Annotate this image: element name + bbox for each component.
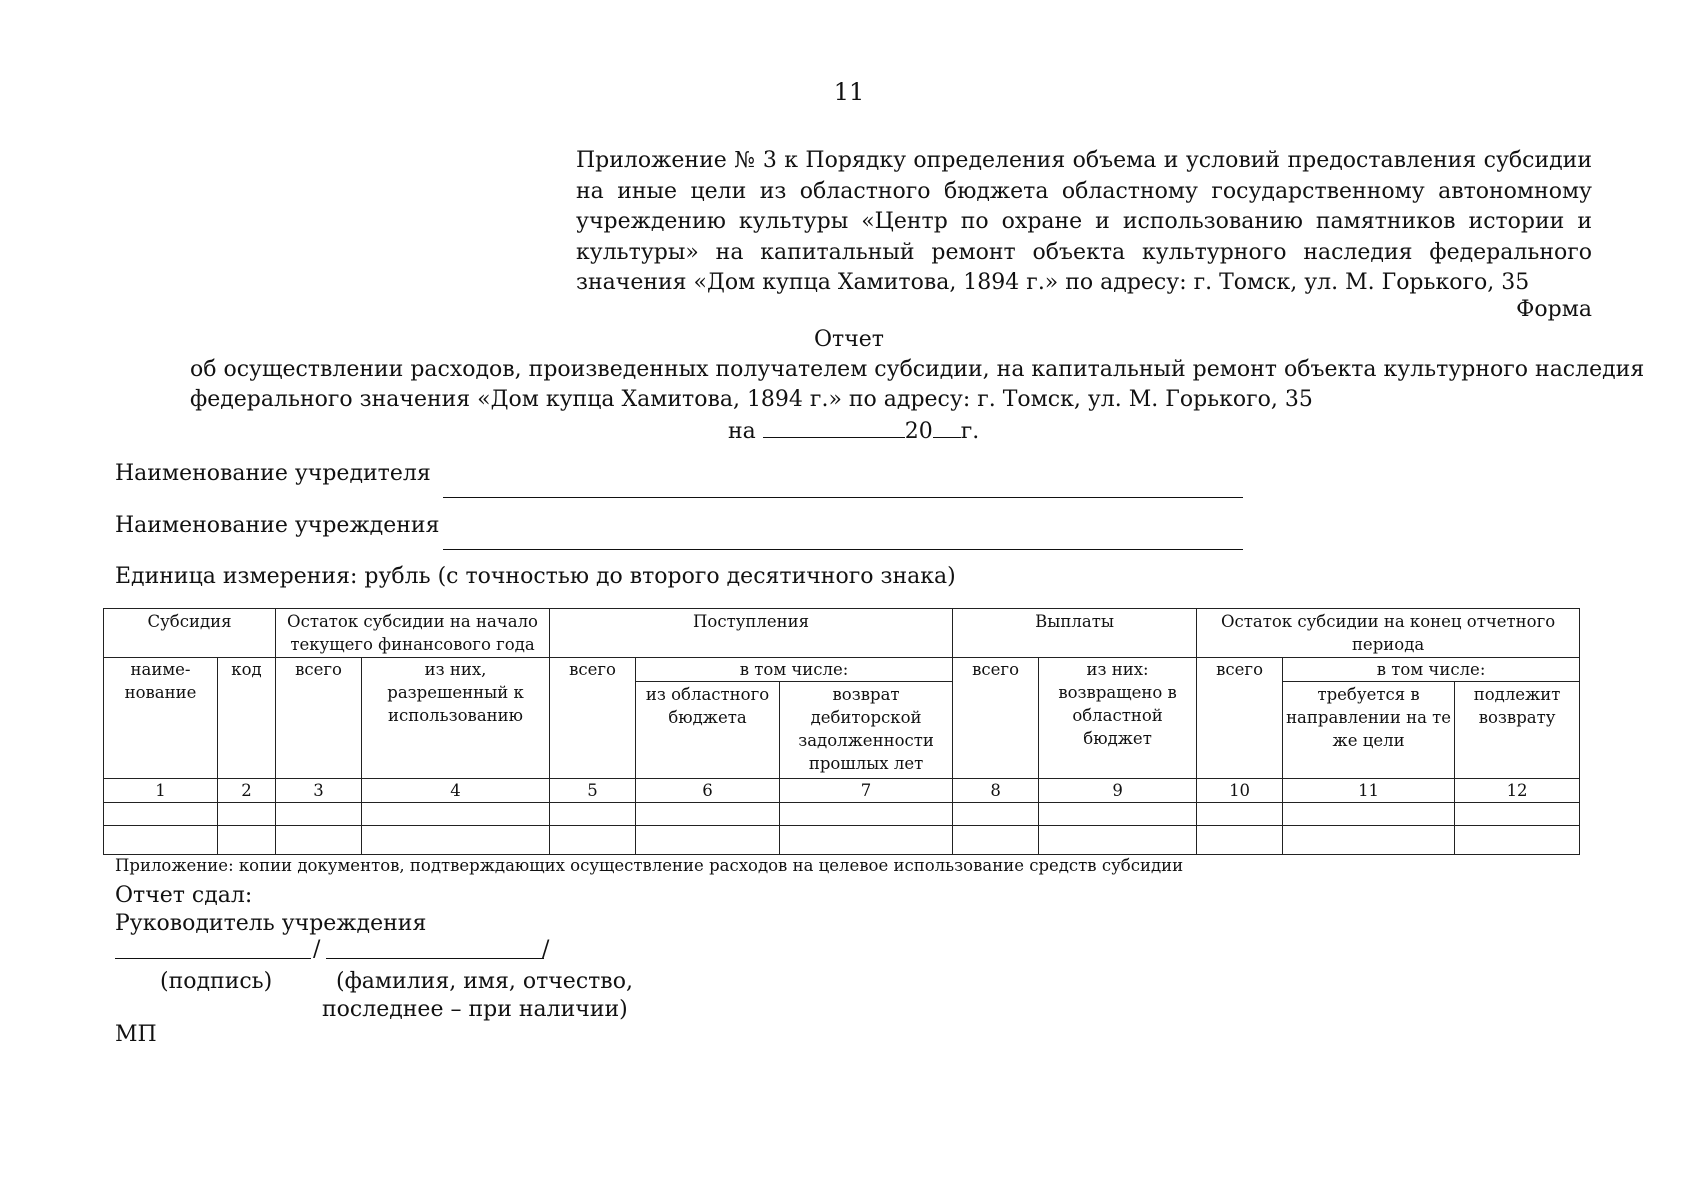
- report-subtitle-line1: об осуществлении расходов, произведенных получателем субсидии, на капитальный ремонт объекта культурного наследия: [190, 357, 1645, 382]
- header-balance-start: Остаток субсидии на начало текущего финансового года: [276, 609, 550, 658]
- table-cell[interactable]: [104, 803, 218, 826]
- report-date-line: [728, 417, 979, 444]
- units-label: Единица измерения: рубль (с точностью до второго десятичного знака): [115, 564, 956, 589]
- subheader-end-including: в том числе:: [1283, 658, 1580, 682]
- table-cell[interactable]: [218, 803, 276, 826]
- table-cell[interactable]: [780, 803, 953, 826]
- column-number: 10: [1197, 779, 1283, 803]
- column-number: 6: [636, 779, 780, 803]
- column-number: 12: [1455, 779, 1580, 803]
- head-of-institution-label: Руководитель учреждения: [115, 911, 427, 936]
- table-cell[interactable]: [636, 803, 780, 826]
- subheader-required-same-purpose: требуется в направлении на те же цели: [1283, 682, 1455, 779]
- table-row: [104, 803, 1580, 826]
- subheader-from-regional-budget: из областного бюджета: [636, 682, 780, 779]
- table-cell[interactable]: [953, 826, 1039, 855]
- date-prefix: на: [728, 419, 756, 444]
- column-number: 2: [218, 779, 276, 803]
- column-number: 7: [780, 779, 953, 803]
- date-suffix: г.: [960, 419, 980, 444]
- column-number: 1: [104, 779, 218, 803]
- subheader-total-end: всего: [1197, 658, 1283, 779]
- subheader-name: наиме-нование: [104, 658, 218, 779]
- table-cell[interactable]: [218, 826, 276, 855]
- header-subsidy: Субсидия: [104, 609, 276, 658]
- report-subtitle-line2: федерального значения «Дом купца Хамитова, 1894 г.» по адресу: г. Томск, ул. М. Горького, 35: [190, 387, 1313, 412]
- institution-field-line[interactable]: [443, 549, 1243, 550]
- appendix-header: Приложение № 3 к Порядку определения объема и условий предоставления субсидии на иные цели из областного бюджета областному государственному автономному учреждению культуры «Центр по охране и использованию памятников истории и культуры» на капитальный ремонт объекта культурного наследия федерального значения «Дом купца Хамитова, 1894 г.» по адресу: г. Томск, ул. М. Горького, 35: [576, 148, 1592, 295]
- form-label: Форма: [1516, 297, 1592, 322]
- date-blank-field[interactable]: [763, 417, 905, 438]
- signature-separator: /: [313, 937, 321, 962]
- subheader-permitted: из них, разрешенный к использованию: [362, 658, 550, 779]
- table-cell[interactable]: [1197, 826, 1283, 855]
- header-receipts: Поступления: [550, 609, 953, 658]
- header-payments: Выплаты: [953, 609, 1197, 658]
- header-balance-end: Остаток субсидии на конец отчетного периода: [1197, 609, 1580, 658]
- table-cell[interactable]: [362, 826, 550, 855]
- table-cell[interactable]: [276, 803, 362, 826]
- column-number: 11: [1283, 779, 1455, 803]
- signature-caption: (подпись): [160, 969, 273, 994]
- table-cell[interactable]: [276, 826, 362, 855]
- table-cell[interactable]: [104, 826, 218, 855]
- full-name-line[interactable]: [326, 958, 544, 959]
- table-cell[interactable]: [1283, 826, 1455, 855]
- subheader-total-receipts: всего: [550, 658, 636, 779]
- submitted-by-label: Отчет сдал:: [115, 883, 253, 908]
- table-cell[interactable]: [1039, 826, 1197, 855]
- signature-line[interactable]: [115, 958, 311, 959]
- full-name-end-separator: /: [542, 937, 550, 962]
- table-cell[interactable]: [1455, 803, 1580, 826]
- column-numbers-row: [104, 779, 1580, 803]
- date-year-prefix: 20: [904, 419, 933, 444]
- table-cell[interactable]: [362, 803, 550, 826]
- column-number: 5: [550, 779, 636, 803]
- attachment-note: Приложение: копии документов, подтверждающих осуществление расходов на целевое использование средств субсидии: [115, 856, 1184, 875]
- table-cell[interactable]: [1039, 803, 1197, 826]
- column-number: 9: [1039, 779, 1197, 803]
- institution-label: Наименование учреждения: [115, 513, 440, 538]
- table-cell[interactable]: [953, 803, 1039, 826]
- subheader-receipts-including: в том числе:: [636, 658, 953, 682]
- page-number: 11: [833, 78, 865, 106]
- table-row: [104, 826, 1580, 855]
- full-name-caption-line1: (фамилия, имя, отчество,: [336, 969, 633, 994]
- table-cell[interactable]: [1283, 803, 1455, 826]
- table-cell[interactable]: [550, 803, 636, 826]
- founder-label: Наименование учредителя: [115, 461, 431, 486]
- founder-field-line[interactable]: [443, 497, 1243, 498]
- date-year-blank-field[interactable]: [933, 417, 961, 438]
- subheader-returned: из них: возвращено в областной бюджет: [1039, 658, 1197, 779]
- report-table: [103, 608, 1580, 855]
- table-cell[interactable]: [550, 826, 636, 855]
- subheader-to-return: подлежит возврату: [1455, 682, 1580, 779]
- table-cell[interactable]: [636, 826, 780, 855]
- report-title: Отчет: [814, 327, 884, 352]
- column-number: 3: [276, 779, 362, 803]
- subheader-total-payments: всего: [953, 658, 1039, 779]
- subheader-code: код: [218, 658, 276, 779]
- table-cell[interactable]: [780, 826, 953, 855]
- subheader-return-receivables: возврат дебиторской задолженности прошлых лет: [780, 682, 953, 779]
- table-cell[interactable]: [1197, 803, 1283, 826]
- column-number: 4: [362, 779, 550, 803]
- table-cell[interactable]: [1455, 826, 1580, 855]
- column-number: 8: [953, 779, 1039, 803]
- stamp-place-label: МП: [115, 1022, 157, 1047]
- subheader-total-start: всего: [276, 658, 362, 779]
- full-name-caption-line2: последнее – при наличии): [322, 997, 628, 1022]
